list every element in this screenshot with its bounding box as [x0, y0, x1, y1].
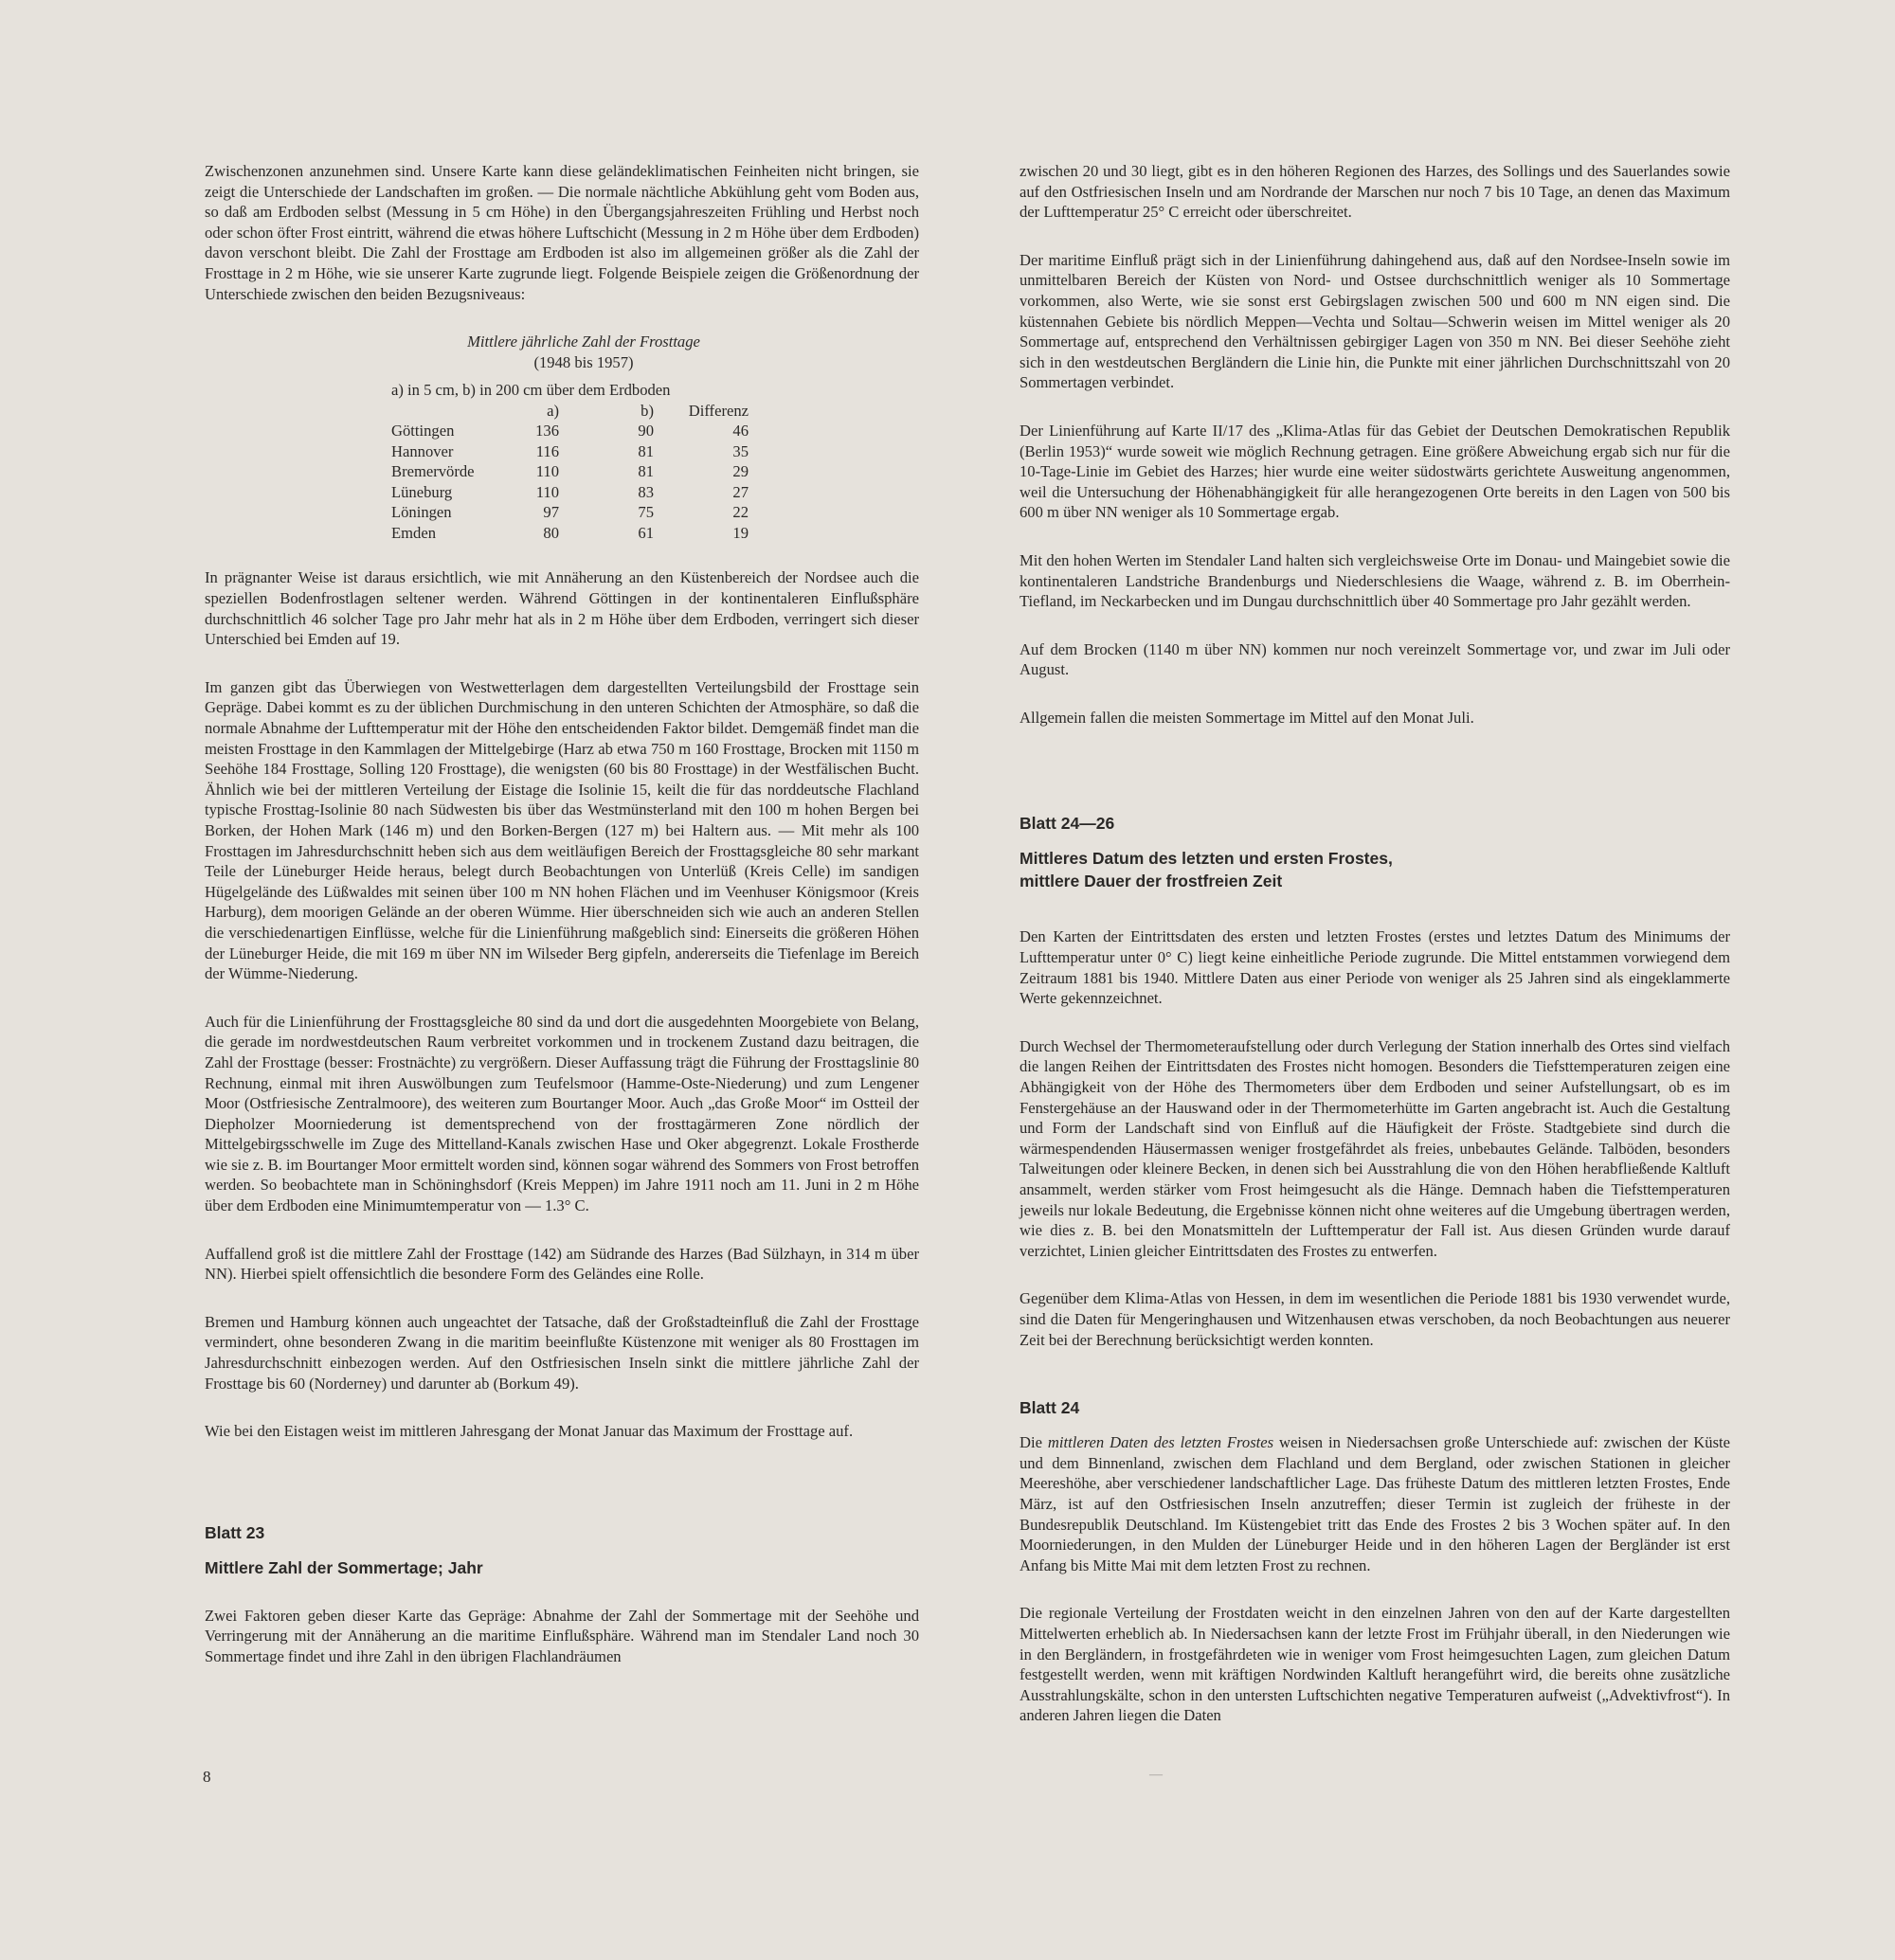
- footer-mark: —: [1149, 1768, 1163, 1782]
- header-cell: [391, 401, 497, 422]
- paragraph: In prägnanter Weise ist daraus ersichtlich, wie mit Annäherung an den Küstenbereich der Nordsee auch die speziellen Bodenfrostlagen seltener werden. Während Göttingen in der kontinentaleren Einflußsphäre durchschnittlich 46 solcher Tage pro Jahr mehr hat als in 2 m Höhe über dem Erdboden, verringert sich dieser Unterschied bei Emden auf 19.: [205, 568, 919, 649]
- value-cell: 81: [638, 462, 654, 481]
- paragraph: Durch Wechsel der Thermometeraufstellung oder durch Verlegung der Station innerhalb des Ortes sind vielfach die langen Reihen der Eintrittsdaten des Frostes nicht homogen. Besonders die Tiefsttemperaturen zeigen eine Abhängigkeit von der Höhe des Thermometers über dem Erdboden und seiner Aufstellungsart, ob es im Fenstergehäuse an der Hauswand oder in der Thermometerhütte im Garten angebracht ist. Auch die Gestaltung und Form der Landschaft sind von Einfluß auf die Häufigkeit der Fröste. Stadtgebiete sind durch die wärmespendenden Häusermassen weniger frostgefährdet als freies, unbebautes Gelände. Talböden, besonders Talweitungen oder kleinere Becken, in denen sich bei Ausstrahlung die von den Höhen herabfließende Kaltluft ansammelt, werden stärker vom Frost heimgesucht als die Hänge. Demnach haben die Tiefsttemperaturen jeweils nur lokale Bedeutung, die Ergebnisse können nicht ohne weiteres auf die Umgebung übertragen werden, wie dies z. B. bei den Monatsmitteln der Lufttemperatur der Fall ist. Aus diesen Gründen wurde darauf verzichtet, Linien gleicher Eintrittsdaten des Frostes zu entwerfen.: [1020, 1036, 1730, 1260]
- value-cell: 80: [543, 523, 559, 542]
- paragraph: Mit den hohen Werten im Stendaler Land halten sich vergleichsweise Orte im Donau- und Maingebiet sowie die kontinentaleren Landstriche Brandenburgs und Niederschlesiens die Waage, während z. B. im Oberrhein-Tiefland, im Neckarbecken und im Dungau durchschnittlich über 40 Sommertage pro Jahr gezählt werden.: [1020, 550, 1730, 611]
- value-cell: 81: [638, 441, 654, 460]
- table-subcaption: a) in 5 cm, b) in 200 cm über dem Erdboden: [391, 381, 671, 400]
- section-title-line-2: mittlere Dauer der frostfreien Zeit: [1020, 872, 1283, 891]
- paragraph: Den Karten der Eintrittsdaten des ersten und letzten Frostes (erstes und letztes Datum des Minimums der Lufttemperatur unter 0° C) liegt keine einheitliche Periode zugrunde. Die Mittel entstammen vorwiegend dem Zeitraum 1881 bis 1940. Mittlere Daten aus einer Periode von weniger als 25 Jahren sind als eingeklammerte Werte gekennzeichnet.: [1020, 927, 1730, 1008]
- paragraph: Zwischenzonen anzunehmen sind. Unsere Karte kann diese geländeklimatischen Feinheiten nicht bringen, sie zeigt die Unterschiede der Landschaften im großen. — Die normale nächtliche Abkühlung geht vom Boden aus, so daß am Erdboden selbst (Messung in 5 cm Höhe) in den Übergangsjahreszeiten Frühling und Herbst noch oder schon öfter Frost eintritt, während die etwas höhere Luftschicht (Messung in 2 m Höhe über dem Erdboden) davon verschont bleibt. Die Zahl der Frosttage am Erdboden ist also im allgemeinen größer als die Zahl der Frosttage in 2 m Höhe, wie sie unserer Karte zugrunde liegt. Folgende Beispiele zeigen die Größenordnung der Unterschiede zwischen den beiden Bezugsniveaus:: [205, 162, 919, 303]
- left-column: [205, 161, 919, 1695]
- section-heading-blatt-23: Blatt 23: [205, 1522, 265, 1542]
- header-cell: a): [547, 401, 559, 420]
- value-cell: 46: [732, 422, 749, 441]
- table-period: (1948 bis 1957): [533, 352, 634, 371]
- value-cell: 35: [732, 441, 749, 460]
- value-cell: 61: [638, 523, 654, 542]
- right-column: [1020, 161, 1730, 1753]
- station-cell: Löningen: [391, 503, 452, 522]
- station-cell: Emden: [391, 523, 437, 542]
- paragraph: Auffallend groß ist die mittlere Zahl der Frosttage (142) am Südrande des Harzes (Bad Sülzhayn, in 314 m über NN). Hierbei spielt offensichtlich die besondere Form des Geländes eine Rolle.: [205, 1244, 919, 1284]
- paragraph: zwischen 20 und 30 liegt, gibt es in den höheren Regionen des Harzes, des Sollings und des Sauerlandes sowie auf den Ostfriesischen Inseln und am Nordrande der Marschen nur noch 7 bis 10 Tage, an denen das Maximum der Lufttemperatur 25° C erreicht oder überschreitet.: [1020, 162, 1730, 222]
- table-header-row: [391, 401, 749, 422]
- value-cell: 97: [543, 503, 559, 522]
- emphasis-text: mittleren Daten des letzten Frostes: [1047, 1433, 1274, 1452]
- value-cell: 136: [535, 422, 559, 441]
- value-cell: 110: [535, 462, 559, 481]
- table-row: [391, 523, 749, 544]
- value-cell: 75: [638, 503, 654, 522]
- paragraph: Im ganzen gibt das Überwiegen von Westwetterlagen dem dargestellten Verteilungsbild der Frosttage sein Gepräge. Dabei kommt es zu der üblichen Durchmischung in den unteren Schichten der Atmosphäre, so daß die normale Abnahme der Lufttemperatur mit der Höhe den entscheidenden Faktor bildet. Demgemäß findet man die meisten Frosttage in den Kammlagen der Mittelgebirge (Harz ab etwa 750 m 160 Frosttage, Brocken mit 1150 m Seehöhe 184 Frosttage, Solling 120 Frosttage), die wenigsten (60 bis 80 Frosttage) in der Westfälischen Bucht. Ähnlich wie bei der mittleren Verteilung der Eistage die Isolinie 15, keilt die für das norddeutsche Flachland typische Frosttag-Isolinie 80 nach Südwesten bis über das Westmünsterland mit den 100 m hohen Bergen bei Borken, der Hohen Mark (146 m) und den Borken-Bergen (127 m) bei Haltern aus. — Mit mehr als 100 Frosttagen im Jahresdurchschnitt heben sich aus dem weitläufigen Bereich der Frosttagsgleiche 80 sehr markant Teile der Lüneburger Heide heraus, belegt durch Beobachtungen von Unterlüß (Kreis Celle) im sandigen Hügelgelände des Lüßwaldes mit seinen über 100 m NN hohen Flächen und im Veenhuser Königsmoor (Kreis Harburg), dem moorigen Gelände an der oberen Wümme. Hier überschneiden sich wie auch an anderen Stellen die verschiedenartigen Einflüsse, welche für die Linienführung maßgeblich sind: Einerseits die größeren Höhen der Lüneburger Heide, die mit 169 m über NN im Wilseder Berg gipfeln, andererseits die Tiefenlage im Bereich der Wümme-Niederung.: [205, 677, 919, 983]
- value-cell: 22: [732, 503, 749, 522]
- table-caption: Mittlere jährliche Zahl der Frosttage: [467, 333, 700, 351]
- text-run: Die: [1020, 1433, 1048, 1452]
- station-cell: Göttingen: [391, 422, 455, 441]
- section-title-line-1: Mittleres Datum des letzten und ersten Frostes,: [1020, 849, 1393, 869]
- value-cell: 110: [535, 482, 559, 501]
- value-cell: 83: [638, 482, 654, 501]
- table-row: [391, 482, 749, 503]
- paragraph: Der Linienführung auf Karte II/17 des „Klima-Atlas für das Gebiet der Deutschen Demokratischen Republik (Berlin 1953)“ wurde soweit wie möglich Rechnung getragen. Eine größere Abweichung ergab sich nur für die 10-Tage-Linie im Gebiet des Harzes; hier wurde eine weiter südostwärts gerichtete Ausweitung angenommen, weil die Untersuchung der Höhenabhängigkeit für alle herangezogenen Orte bereits in den Lagen von 500 bis 600 m über NN weniger als 10 Sommertage ergab.: [1020, 421, 1730, 522]
- paragraph: Zwei Faktoren geben dieser Karte das Gepräge: Abnahme der Zahl der Sommertage mit der Seehöhe und Verringerung mit der Annäherung an die maritime Einflußsphäre. Während man im Stendaler Land noch 30 Sommertage findet und ihre Zahl in den übrigen Flachlandräumen: [205, 1606, 919, 1665]
- section-heading-blatt-24-26: Blatt 24—26: [1020, 814, 1115, 834]
- paragraph: Allgemein fallen die meisten Sommertage im Mittel auf den Monat Juli.: [1020, 708, 1474, 727]
- section-title-sommertage: Mittlere Zahl der Sommertage; Jahr: [205, 1557, 483, 1577]
- page-number: 8: [203, 1768, 211, 1786]
- station-cell: Hannover: [391, 441, 454, 460]
- frost-comparison-table-block: [205, 332, 919, 543]
- header-cell: b): [641, 401, 654, 420]
- station-cell: Lüneburg: [391, 482, 453, 501]
- paragraph: Auch für die Linienführung der Frosttagsgleiche 80 sind da und dort die ausgedehnten Moorgebiete von Belang, die gerade im nordwestdeutschen Raum verbreitet vorkommen und in trockenem Zustand dazu beitragen, die Zahl der Frosttage (besser: Frostnächte) zu vergrößern. Dieser Auffassung trägt die Führung der Frosttagslinie 80 Rechnung, einmal mit ihren Auswölbungen zum Teufelsmoor (Hamme-Oste-Niederung) und zum Lengener Moor (Ostfriesische Zentralmoore), des weiteren zum Bourtanger Moor. Auch „das Große Moor“ im Ostteil der Diepholzer Moorniederung ist dementsprechend von der frosttagärmeren Zone nördlich der Mittelgebirgsschwelle im Zuge des Mittelland-Kanals zwischen Hase und Oker abgegrenzt. Lokale Frostherde wie sie z. B. im Bourtanger Moor ermittelt worden sind, können sogar während des Sommers von Frost betroffen werden. So beobachtete man in Schöninghsdorf (Kreis Meppen) im Jahre 1911 noch am 11. Juni in 2 m Höhe über dem Erdboden eine Minimumtemperatur von — 1.3° C.: [205, 1012, 919, 1215]
- paragraph: Gegenüber dem Klima-Atlas von Hessen, in dem im wesentlichen die Periode 1881 bis 1930 verwendet wurde, sind die Daten für Mengeringhausen und Witzenhausen etwas verschoben, da noch Beobachtungen aus neuerer Zeit bei der Berechnung berücksichtigt werden konnten.: [1020, 1289, 1730, 1349]
- table-row: [391, 502, 749, 523]
- paragraph: Bremen und Hamburg können auch ungeachtet der Tatsache, daß der Großstadteinfluß die Zahl der Frosttage vermindert, ohne besonderen Zwang in die maritim beeinflußte Küstenzone mit weniger als 80 Frosttagen im Jahresdurchschnitt einbezogen werden. Auf den Ostfriesischen Inseln sinkt die mittlere jährliche Zahl der Frosttage bis 60 (Norderney) und darunter ab (Borkum 49).: [205, 1312, 919, 1393]
- value-cell: 29: [732, 462, 749, 481]
- paragraph: Die regionale Verteilung der Frostdaten weicht in den einzelnen Jahren von den auf der Karte dargestellten Mittelwerten erheblich ab. In Niedersachsen kann der letzte Frost im Frühjahr überall, in den Niederungen wie in den Bergländern, in frostgefährdeten wie in weniger vom Frost heimgesuchten Lagen, zum gleichen Datum festgestellt werden, wenn mit kräftigen Nordwinden Kaltluft herangeführt wird, die bereits ohne zusätzliche Ausstrahlungskälte, schon in den untersten Luftschichten negative Temperaturen aufweist („Advektivfrost“). In anderen Jahren liegen die Daten: [1020, 1604, 1730, 1725]
- value-cell: 19: [732, 523, 749, 542]
- paragraph: [1020, 1432, 1730, 1575]
- paragraph: Auf dem Brocken (1140 m über NN) kommen nur noch vereinzelt Sommertage vor, und zwar im Juli oder August.: [1020, 639, 1730, 679]
- paragraph: Wie bei den Eistagen weist im mittleren Jahresgang der Monat Januar das Maximum der Frosttage auf.: [205, 1422, 854, 1441]
- section-heading-blatt-24: Blatt 24: [1020, 1398, 1080, 1418]
- value-cell: 116: [535, 441, 559, 460]
- value-cell: 27: [732, 482, 749, 501]
- table-row: [391, 421, 749, 441]
- table-row: [391, 461, 749, 482]
- header-cell: Differenz: [688, 401, 749, 420]
- frost-days-table: [391, 401, 749, 544]
- station-cell: Bremervörde: [391, 462, 475, 481]
- paragraph: Der maritime Einfluß prägt sich in der Linienführung dahingehend aus, daß auf den Nordsee-Inseln sowie im unmittelbaren Bereich der Küsten von Nord- und Ostsee durchschnittlich weniger als 10 Sommertage vorkommen, also Werte, wie sie sonst erst Gebirgslagen zwischen 500 und 600 m NN eigen sind. Die küstennahen Gebiete bis nördlich Meppen—Vechta und Soltau—Schwerin weisen im Mittel weniger als 20 Sommertage auf, entsprechend den Verhältnissen gebirgiger Lagen von 350 m NN. Bei dieser Seehöhe zieht sich in den westdeutschen Bergländern die Linie hin, die Punkte mit einer jährlichen Durchschnittszahl von 20 Sommertagen verbindet.: [1020, 250, 1730, 392]
- table-row: [391, 441, 749, 462]
- value-cell: 90: [638, 422, 654, 441]
- text-run: weisen in Niedersachsen große Unterschiede auf: zwischen der Küste und dem Binnenland, zwischen dem Flachland und dem Bergland, oder zwischen Stationen in gleicher Meereshöhe, aber verschiedener landschaftlicher Lage. Das früheste Datum des mittleren letzten Frostes, Ende März, ist auf den Ostfriesischen Inseln anzutreffen; dieser Termin ist zugleich der früheste in der Bundesrepublik Deutschland. Im Küstengebiet tritt das Ende des Frostes 2 bis 3 Wochen später auf. In den Moorniederungen, in den Mulden der Lüneburger Heide und in den höheren Lagen der Bergländer ist erst Anfang bis Mitte Mai mit dem letzten Frost zu rechnen.: [1020, 1433, 1730, 1574]
